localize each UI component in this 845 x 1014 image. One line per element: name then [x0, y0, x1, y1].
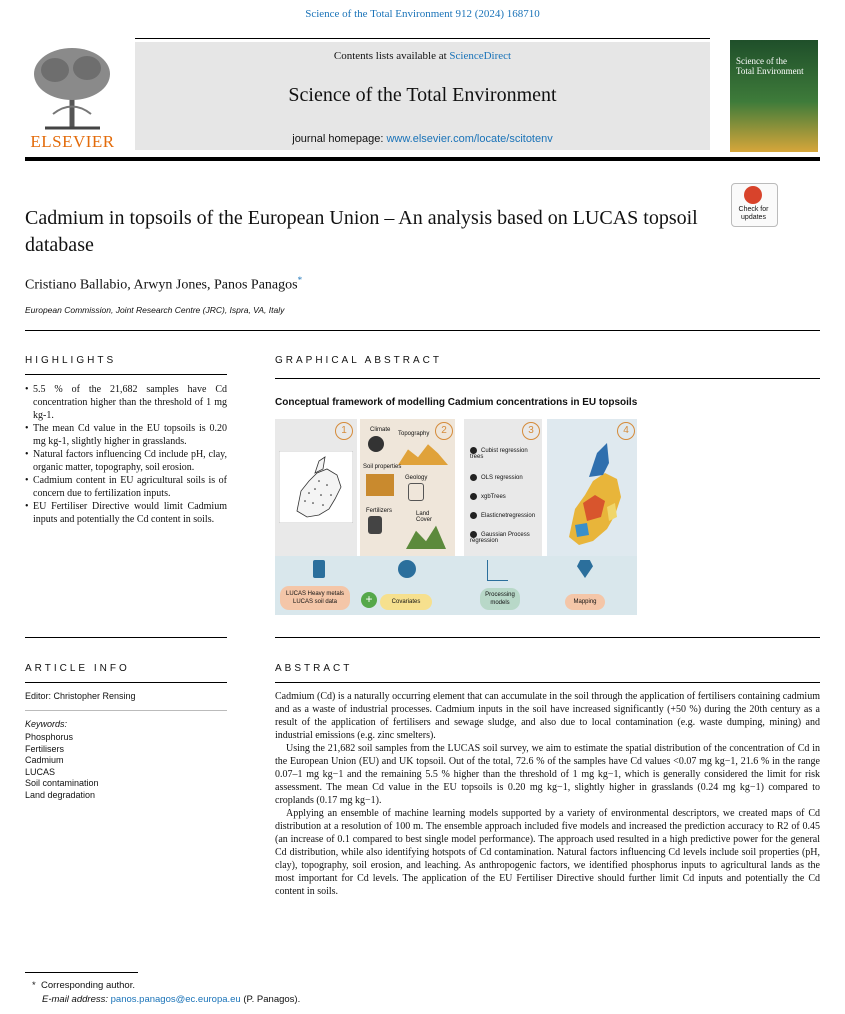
plus-icon: +	[361, 592, 377, 608]
email-line	[42, 994, 300, 1005]
highlights-rule	[25, 374, 227, 375]
editor-divider	[25, 710, 227, 711]
panel-covariates	[360, 419, 455, 556]
graphical-abstract-heading: GRAPHICAL ABSTRACT	[275, 355, 442, 366]
panel-cd-map	[547, 419, 637, 556]
data-sheet-icon	[313, 560, 325, 578]
covariate-label: Climate	[370, 427, 391, 433]
covariates-pill: Covariates	[380, 594, 432, 610]
corresponding-label: Corresponding author.	[40, 980, 135, 991]
title-divider	[25, 330, 820, 331]
highlight-item: • The mean Cd value in the EU topsoils is 0.20 mg kg-1, slightly higher in grasslands.	[25, 422, 227, 448]
article-info-rule	[25, 682, 227, 683]
masthead-rule	[135, 38, 710, 39]
sciencedirect-link[interactable]: ScienceDirect	[449, 50, 512, 62]
highlight-item: • EU Fertiliser Directive would limit Cadmium inputs and potentially the Cd content in soils.	[25, 500, 227, 526]
land-cover-icon	[406, 523, 446, 549]
check-icon	[470, 512, 477, 519]
journal-title: Science of the Total Environment	[288, 84, 557, 106]
cadmium-prediction-map	[549, 437, 635, 553]
keywords-label: Keywords:	[25, 719, 68, 729]
keywords-list	[25, 732, 99, 801]
panel-models	[464, 419, 542, 556]
topography-icon	[398, 439, 448, 465]
climate-icon	[368, 436, 384, 452]
graphical-abstract-rule	[275, 378, 820, 379]
graphical-abstract-bottom-rule	[275, 637, 820, 638]
journal-cover-title	[736, 56, 814, 76]
model-label: Gaussian Process regression	[470, 532, 530, 545]
author-list	[25, 275, 302, 294]
highlight-item: • Natural factors influencing Cd include pH, clay, organic matter, topography, soil erosion.	[25, 448, 227, 474]
check-icon	[470, 531, 477, 538]
processing-pill: Processing models	[480, 588, 520, 610]
check-updates-label	[731, 206, 776, 222]
article-title: Cadmium in topsoils of the European Union – An analysis based on LUCAS topsoil database	[25, 207, 698, 256]
email-label: E-mail address:	[42, 994, 111, 1005]
europe-sample-map	[279, 451, 353, 523]
check-updates-icon	[744, 186, 762, 204]
database-icon	[398, 560, 416, 578]
homepage-link[interactable]: www.elsevier.com/locate/scitotenv	[386, 133, 553, 145]
article-info-heading: ARTICLE INFO	[25, 663, 130, 674]
email-suffix: (P. Panagos).	[240, 994, 301, 1005]
abstract-body	[275, 690, 820, 898]
check-updates-line-2: updates	[741, 214, 766, 221]
keyword: LUCAS	[25, 766, 56, 777]
mapping-pill: Mapping	[565, 594, 605, 610]
affiliation: European Commission, Joint Research Centre (JRC), Ispra, VA, Italy	[25, 305, 285, 315]
data-pill: LUCAS Heavy metals LUCAS soil data	[280, 586, 350, 610]
workflow-strip	[275, 556, 637, 615]
graphical-abstract-caption: Conceptual framework of modelling Cadmium concentrations in EU topsoils	[275, 397, 638, 408]
abstract-heading: ABSTRACT	[275, 663, 353, 674]
map-pin-icon	[577, 560, 593, 578]
covariate-label: Soil properties	[363, 464, 402, 470]
journal-citation[interactable]: Science of the Total Environment 912 (2024) 168710	[305, 8, 540, 20]
model-label: Cubist regression trees	[470, 448, 528, 461]
publisher-wordmark: ELSEVIER	[30, 132, 115, 151]
model-item	[470, 447, 540, 460]
cover-line-1: Science of the	[736, 56, 787, 66]
panel-sampling-map	[275, 419, 357, 556]
keyword: Soil contamination	[25, 778, 99, 788]
covariate-label: Land Cover	[416, 511, 433, 523]
contents-prefix: Contents lists available at	[333, 50, 450, 62]
covariate-label: Geology	[405, 475, 428, 481]
editor-line: Editor: Christopher Rensing	[25, 691, 136, 701]
panel-number: 2	[435, 422, 453, 440]
fertilizer-icon	[368, 516, 382, 534]
covariate-label: Topography	[398, 431, 430, 437]
highlights-list	[25, 383, 227, 526]
highlight-item: • 5.5 % of the 21,682 samples have Cd concentration higher than the threshold of 1 mg kg-1.	[25, 383, 227, 422]
model-item	[470, 493, 506, 500]
keyword: Land degradation	[25, 789, 96, 800]
contents-line	[135, 50, 710, 62]
abstract-paragraph: Applying an ensemble of machine learning models supported by a variety of environmental descriptors, we created maps of Cd distribution at a resolution of 100 m. The ensemble approach included five models and increased the prediction accuracy to R2 of 0.45 (an increase of 0.1 compared to best single model performance). The approach used resulted in a high predictive power for the general Cd distribution, while also identifying hotspots of Cd contamination. Natural factors influencing Cd levels include soil properties (pH, clay), topography, soil erosion, and leaching. As anthropogenic factors, we identified phosphorus inputs to agricultural lands as the most important for Cd levels. The application of the EU Fertiliser Directive should further limit Cd inputs and potentially the Cd content in soils.	[275, 808, 820, 897]
keyword: Fertilisers	[25, 743, 65, 754]
homepage-prefix: journal homepage:	[292, 133, 387, 145]
model-item	[470, 531, 540, 544]
panel-number: 3	[522, 422, 540, 440]
abstract-rule	[275, 682, 820, 683]
soil-properties-icon	[366, 474, 394, 496]
abstract-paragraph: Using the 21,682 soil samples from the LUCAS soil survey, we aim to estimate the spatial distribution of the concentration of Cd in the European Union (EU) and UK topsoil. Out of the total, 72.6 % of the samples have Cd values <0.07 mg kg−1, 21.6 % in the range 0.07–1 mg kg−1 and the remaining 5.5 % higher than the threshold of 1 mg kg−1, which is generally considered the limit for risk assessment. The mean Cd value in the EU topsoils is 0.20 mg kg−1, slightly higher in grasslands (0.24 mg kg−1) compared to croplands (0.17 mg kg−1).	[275, 743, 820, 806]
check-icon	[470, 447, 477, 454]
footnote-rule	[25, 972, 138, 973]
graphical-abstract-figure	[275, 419, 637, 615]
cover-line-2: Total Environment	[736, 66, 804, 76]
corresponding-author-mark[interactable]: *	[297, 275, 303, 285]
header-divider	[25, 157, 820, 161]
highlight-item: • Cadmium content in EU agricultural soils is of concern due to fertilization inputs.	[25, 474, 227, 500]
check-updates-line-1: Check for	[738, 206, 769, 213]
model-label: OLS regression	[481, 475, 523, 482]
check-icon	[470, 474, 477, 481]
keyword: Phosphorus	[25, 732, 74, 742]
check-icon	[470, 493, 477, 500]
geology-icon	[408, 483, 424, 501]
model-item	[470, 512, 535, 519]
abstract-paragraph: Cadmium (Cd) is a naturally occurring element that can accumulate in the soil through the application of fertilisers containing cadmium and as a waste of industrial processes. Cadmium inputs in the soil have increased significantly (+50 %) during the 20th century as a result of the application of fertilisers and sewage sludge, and also due to local contamination (e.g. waste dumping, mining) and industrial emissions (e.g. zinc smelters).	[275, 691, 820, 741]
footnote-mark: *	[32, 980, 36, 991]
keyword: Cadmium	[25, 755, 64, 765]
scatter-plot-icon	[487, 560, 508, 581]
authors: Cristiano Ballabio, Arwyn Jones, Panos Panagos	[25, 277, 298, 293]
corresponding-author-note	[32, 980, 135, 991]
highlights-heading: HIGHLIGHTS	[25, 355, 117, 366]
homepage-line	[135, 133, 710, 145]
model-item	[470, 474, 523, 481]
panel-number: 4	[617, 422, 635, 440]
email-link[interactable]: panos.panagos@ec.europa.eu	[110, 994, 241, 1005]
model-label: Elasticnetregression	[481, 513, 536, 520]
panel-number: 1	[335, 422, 353, 440]
covariate-label: Fertilizers	[366, 508, 393, 514]
highlights-bottom-rule	[25, 637, 227, 638]
model-label: xgbTrees	[481, 494, 506, 501]
